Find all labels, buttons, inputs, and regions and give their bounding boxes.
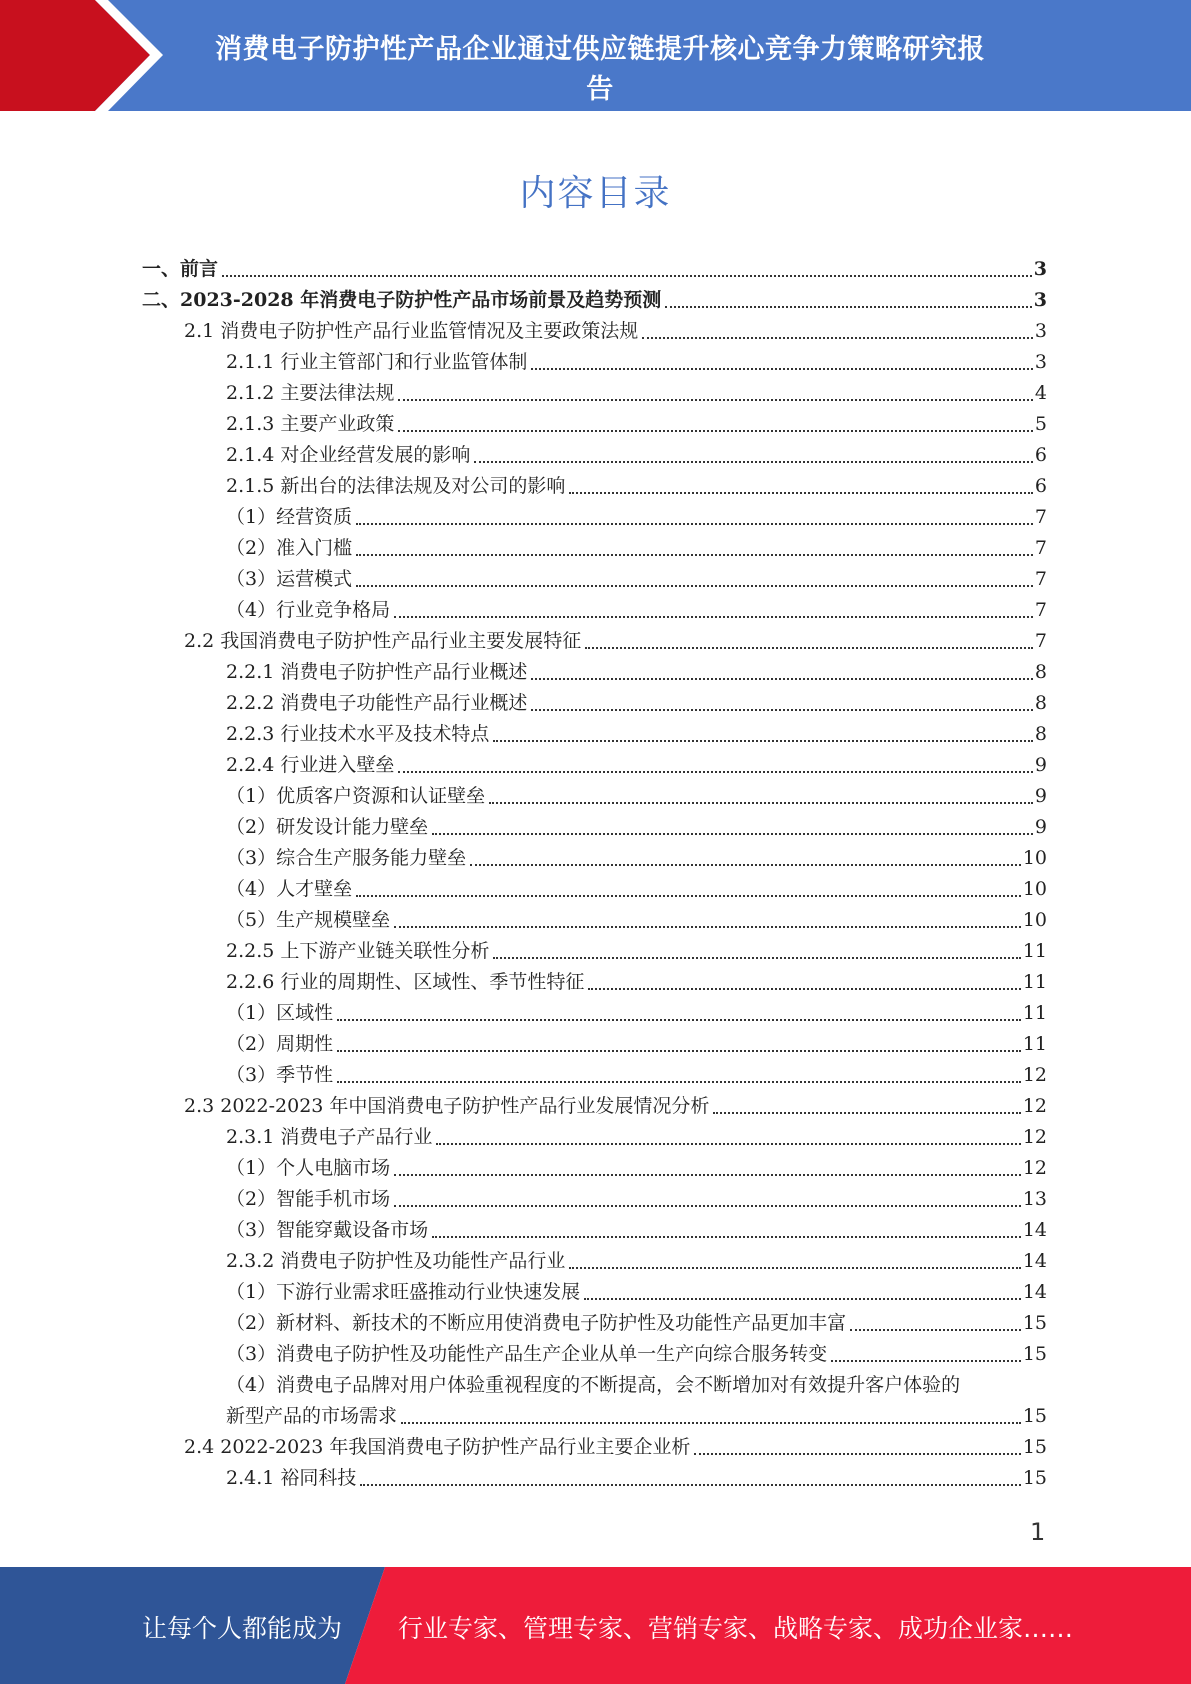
toc-entry[interactable]: （5）生产规模壁垒 10 <box>226 909 1047 931</box>
toc-entry[interactable]: （3）消费电子防护性及功能性产品生产企业从单一生产向综合服务转变 15 <box>226 1343 1047 1365</box>
toc-entry[interactable]: 2.1.1 行业主管部门和行业监管体制 3 <box>226 351 1047 373</box>
header-banner <box>0 0 1191 111</box>
toc-entry[interactable]: 2.3.2 消费电子防护性及功能性产品行业 14 <box>226 1250 1047 1272</box>
footer-banner <box>0 1567 1191 1684</box>
toc-entry[interactable]: 2.3 2022-2023 年中国消费电子防护性产品行业发展情况分析 12 <box>184 1095 1047 1117</box>
toc-heading: 内容目录 <box>519 173 672 214</box>
footer-slogan-right: 行业专家、管理专家、营销专家、战略专家、成功企业家…… <box>398 1614 1074 1643</box>
toc-entry[interactable]: （3）智能穿戴设备市场 14 <box>226 1219 1047 1241</box>
toc-entry[interactable]: （3）季节性 12 <box>226 1064 1047 1086</box>
toc-entry[interactable]: 2.4.1 裕同科技 15 <box>226 1467 1047 1489</box>
toc-entry[interactable]: （1）经营资质 7 <box>226 506 1047 528</box>
toc-entry[interactable]: 2.1.3 主要产业政策 5 <box>226 413 1047 435</box>
toc-entry[interactable]: 2.4 2022-2023 年我国消费电子防护性产品行业主要企业析 15 <box>184 1436 1047 1458</box>
toc-entry[interactable]: 2.1.5 新出台的法律法规及对公司的影响 6 <box>226 475 1047 497</box>
toc-entry[interactable]: （4）人才壁垒 10 <box>226 878 1047 900</box>
toc-entry[interactable]: 二、2023-2028 年消费电子防护性产品市场前景及趋势预测 3 <box>142 289 1047 311</box>
toc-entry[interactable]: 2.1.4 对企业经营发展的影响 6 <box>226 444 1047 466</box>
toc-entry-wrapped-continuation[interactable]: 新型产品的市场需求 15 <box>226 1405 1047 1427</box>
toc-entry[interactable]: （1）区域性 11 <box>226 1002 1047 1024</box>
toc-entry[interactable]: 2.2.4 行业进入壁垒 9 <box>226 754 1047 776</box>
toc-entry[interactable]: （2）新材料、新技术的不断应用使消费电子防护性及功能性产品更加丰富 15 <box>226 1312 1047 1334</box>
toc-entry[interactable]: （3）运营模式 7 <box>226 568 1047 590</box>
toc-entry[interactable]: （2）智能手机市场 13 <box>226 1188 1047 1210</box>
toc-entry[interactable]: 2.2.3 行业技术水平及技术特点 8 <box>226 723 1047 745</box>
toc-entry[interactable]: 一、前言 3 <box>142 258 1047 280</box>
toc-entry[interactable]: （1）下游行业需求旺盛推动行业快速发展 14 <box>226 1281 1047 1303</box>
toc-entry[interactable]: 2.2 我国消费电子防护性产品行业主要发展特征 7 <box>184 630 1047 652</box>
toc-entry[interactable]: 2.1.2 主要法律法规 4 <box>226 382 1047 404</box>
toc-entry[interactable]: （1）优质客户资源和认证壁垒 9 <box>226 785 1047 807</box>
toc-entry[interactable]: 2.3.1 消费电子产品行业 12 <box>226 1126 1047 1148</box>
footer-slogan-left: 让每个人都能成为 <box>142 1614 343 1643</box>
toc-entry[interactable]: （2）研发设计能力壁垒 9 <box>226 816 1047 838</box>
toc-entry[interactable]: （1）个人电脑市场 12 <box>226 1157 1047 1179</box>
page-number: 1 <box>1030 1518 1046 1546</box>
report-title: 消费电子防护性产品企业通过供应链提升核心竞争力策略研究报 告 <box>215 34 985 105</box>
toc-entry[interactable]: 2.2.2 消费电子功能性产品行业概述 8 <box>226 692 1047 714</box>
toc-entry[interactable]: （2）周期性 11 <box>226 1033 1047 1055</box>
toc-entry[interactable]: 2.1 消费电子防护性产品行业监管情况及主要政策法规 3 <box>184 320 1047 342</box>
toc-entry-wrapped-first-line[interactable]: （4）消费电子品牌对用户体验重视程度的不断提高，会不断增加对有效提升客户体验的 <box>226 1374 961 1396</box>
toc-entry[interactable]: （2）准入门槛 7 <box>226 537 1047 559</box>
toc-entry[interactable]: 2.2.5 上下游产业链关联性分析 11 <box>226 940 1047 962</box>
toc-entry[interactable]: 2.2.6 行业的周期性、区域性、季节性特征 11 <box>226 971 1047 993</box>
toc-entry[interactable]: （4）行业竞争格局 7 <box>226 599 1047 621</box>
toc-entry[interactable]: 2.2.1 消费电子防护性产品行业概述 8 <box>226 661 1047 683</box>
toc-entry[interactable]: （3）综合生产服务能力壁垒 10 <box>226 847 1047 869</box>
